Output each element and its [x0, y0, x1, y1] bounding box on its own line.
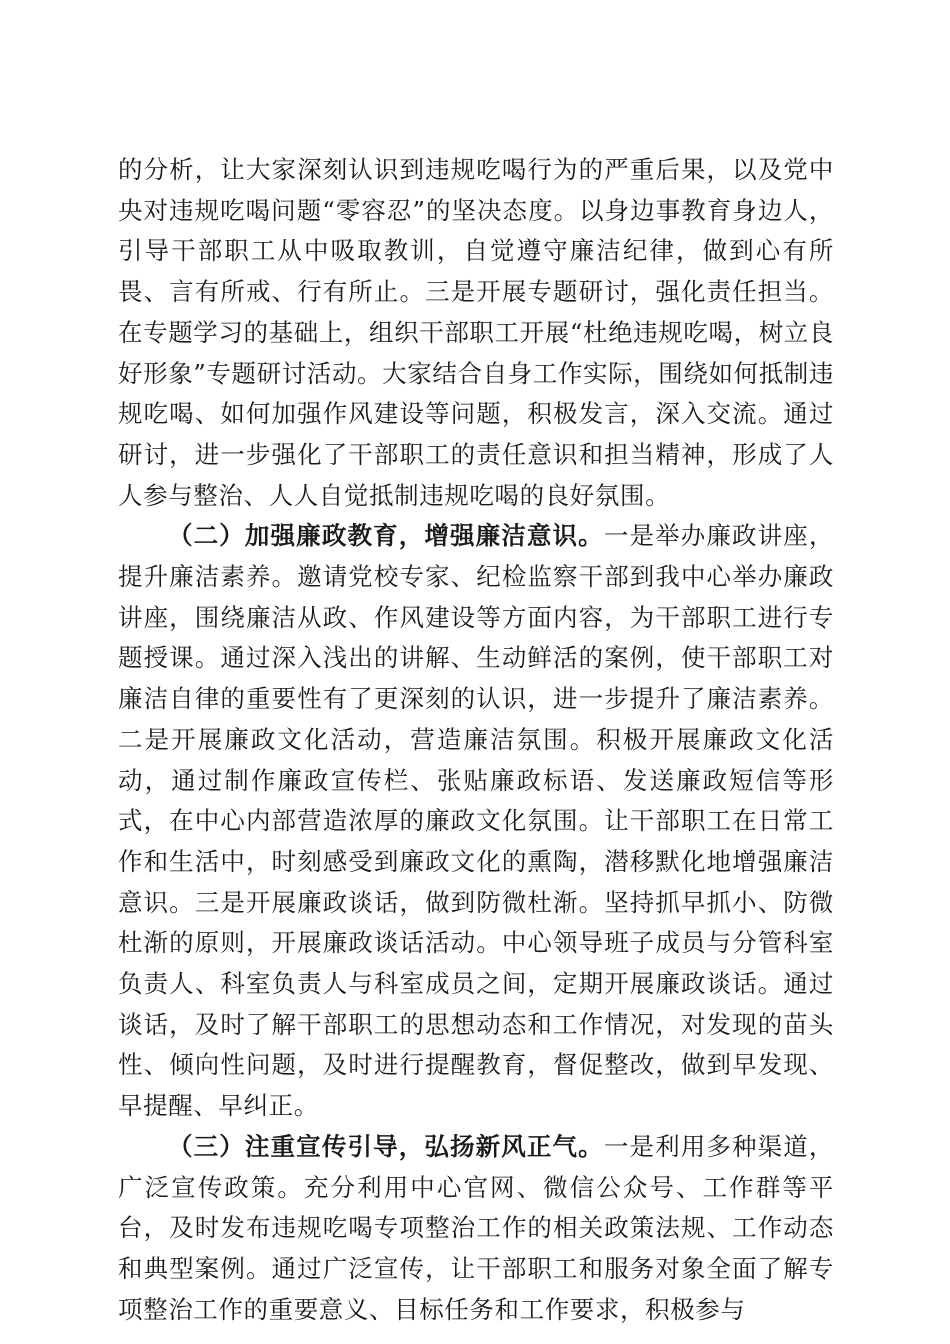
paragraph-text: 一是举办廉政讲座，提升廉洁素养。邀请党校专家、纪检监察干部到我中心举办廉政讲座，围绕廉洁从政、作风建设等方面内容，为干部职工进行专题授课。通过深入浅出的讲解、生动鲜活的案例，使干部职工对廉洁自律的重要性有了更深刻的认识，进一步提升了廉洁素养。二是开展廉政文化活动，营造廉洁氛围。积极开展廉政文化活动，通过制作廉政宣传栏、张贴廉政标语、发送廉政短信等形式，在中心内部营造浓厚的廉政文化氛围。让干部职工在日常工作和生活中，时刻感受到廉政文化的熏陶，潜移默化地增强廉洁意识。三是开展廉政谈话，做到防微杜渐。坚持抓早抓小、防微杜渐的原则，开展廉政谈话活动。中心领导班子成员与分管科室负责人、科室负责人与科室成员之间，定期开展廉政谈话。通过谈话，及时了解干部职工的思想动态和工作情况，对发现的苗头性、倾向性问题，及时进行提醒教育，督促整改，做到早发现、早提醒、早纠正。	[118, 521, 834, 1121]
section-heading: （二）加强廉政教育，增强廉洁意识。	[168, 521, 604, 551]
paragraph-text: 的分析，让大家深刻认识到违规吃喝行为的严重后果，以及党中央对违规吃喝问题“零容忍”的坚决态度。以身边事教育身边人，引导干部职工从中吸取教训，自觉遵守廉洁纪律，做到心有所畏、言有所戒、行有所止。三是开展专题研讨，强化责任担当。在专题学习的基础上，组织干部职工开展“杜绝违规吃喝，树立良好形象”专题研讨活动。大家结合自身工作实际，围绕如何抵制违规吃喝、如何加强作风建设等问题，积极发言，深入交流。通过研讨，进一步强化了干部职工的责任意识和担当精神，形成了人人参与整治、人人自觉抵制违规吃喝的良好氛围。	[118, 155, 834, 510]
body-text	[118, 150, 834, 1330]
paragraph-section-2	[118, 516, 834, 1127]
paragraph-section-3	[118, 1127, 834, 1331]
paragraph-text: 一是利用多种渠道，广泛宣传政策。充分利用中心官网、微信公众号、工作群等平台，及时发布违规吃喝专项整治工作的相关政策法规、工作动态和典型案例。通过广泛宣传，让干部职工和服务对象全面了解专项整治工作的重要意义、目标任务和工作要求，积极参与	[118, 1131, 834, 1324]
paragraph-continued	[118, 150, 834, 516]
section-heading: （三）注重宣传引导，弘扬新风正气。	[168, 1131, 604, 1161]
